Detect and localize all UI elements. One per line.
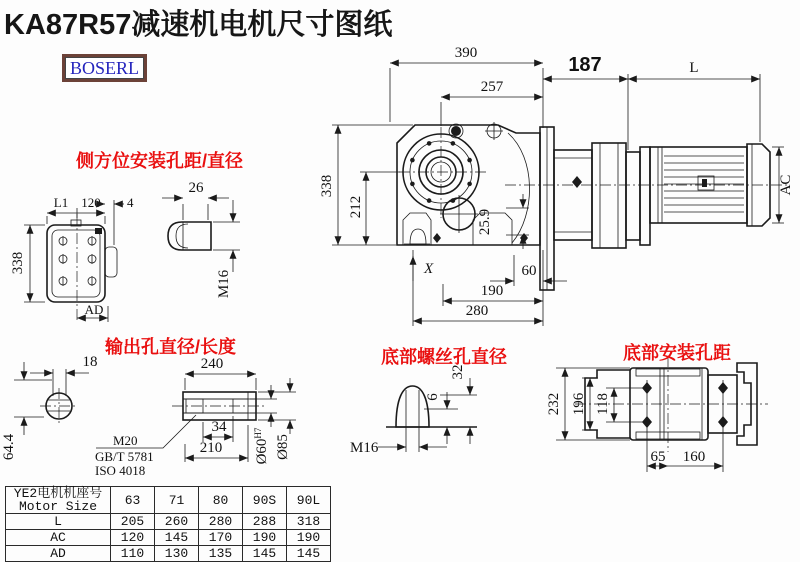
dim-257: 257 bbox=[480, 79, 504, 95]
dim-210: 210 bbox=[199, 440, 223, 456]
dim-25-9: 25.9 bbox=[477, 208, 493, 236]
dim-AD: AD bbox=[84, 302, 104, 317]
table-cell: 205 bbox=[111, 514, 155, 530]
table-cell: 145 bbox=[243, 546, 287, 562]
dim-187: 187 bbox=[568, 54, 602, 76]
dim-118: 118 bbox=[595, 393, 611, 415]
table-cell: 288 bbox=[243, 514, 287, 530]
row-label: AD bbox=[6, 546, 111, 562]
output-shaft-view bbox=[1, 354, 296, 478]
header-cn: YE2电机机座号 bbox=[13, 486, 103, 501]
dim-338-front: 338 bbox=[319, 174, 335, 198]
row-label: L bbox=[6, 514, 111, 530]
table-cell: 145 bbox=[287, 546, 331, 562]
col-header: 71 bbox=[155, 487, 199, 514]
label-side-mount: 侧方位安装孔距/直径 bbox=[76, 151, 244, 171]
front-view bbox=[397, 122, 540, 245]
col-header: 90L bbox=[287, 487, 331, 514]
dim-x: X bbox=[424, 261, 434, 277]
table-row bbox=[6, 530, 331, 546]
table-cell: 130 bbox=[155, 546, 199, 562]
dim-26: 26 bbox=[188, 180, 204, 196]
table-cell: 120 bbox=[111, 530, 155, 546]
dim-6: 6 bbox=[425, 393, 441, 401]
header-en: Motor Size bbox=[18, 499, 97, 514]
dim-18: 18 bbox=[82, 354, 98, 370]
table-header-cell bbox=[6, 487, 111, 514]
dim-m16-side: M16 bbox=[216, 269, 232, 299]
dim-338-side: 338 bbox=[10, 251, 26, 275]
dim-32: 32 bbox=[450, 364, 466, 380]
dim-outer-dia: Ø85 bbox=[275, 434, 291, 460]
col-header: 90S bbox=[243, 487, 287, 514]
dim-AC: AC bbox=[778, 174, 794, 196]
dim-bore-dia: $Ø60^{H7}$ bbox=[253, 427, 270, 465]
dim-L: L bbox=[689, 60, 699, 76]
dim-L1: L1 bbox=[53, 195, 69, 210]
label-bottom-screw: 底部螺丝孔直径 bbox=[381, 347, 507, 367]
label-bottom-mount: 底部安装孔距 bbox=[623, 343, 731, 363]
dim-4: 4 bbox=[127, 195, 134, 210]
row-label: AC bbox=[6, 530, 111, 546]
table-cell: 145 bbox=[155, 530, 199, 546]
col-header: 63 bbox=[111, 487, 155, 514]
table-cell: 170 bbox=[199, 530, 243, 546]
motor-size-table bbox=[5, 486, 331, 562]
dim-m20: M20 bbox=[113, 433, 138, 448]
label-output-hole: 输出孔直径/长度 bbox=[105, 337, 237, 357]
table-cell: 280 bbox=[199, 514, 243, 530]
table-header-row bbox=[6, 487, 331, 514]
dim-65: 65 bbox=[650, 449, 666, 465]
motor-view bbox=[505, 127, 788, 290]
table-cell: 190 bbox=[243, 530, 287, 546]
dim-34: 34 bbox=[211, 419, 227, 435]
brand-logo bbox=[62, 54, 147, 82]
table-cell: 260 bbox=[155, 514, 199, 530]
dim-60: 60 bbox=[521, 263, 537, 279]
bottom-mount-view bbox=[546, 356, 768, 472]
dim-160: 160 bbox=[682, 449, 706, 465]
side-view-holes bbox=[59, 236, 96, 286]
dim-m16-bottom: M16 bbox=[350, 440, 379, 456]
dim-212: 212 bbox=[348, 195, 364, 219]
dim-390: 390 bbox=[454, 45, 478, 61]
table-cell: 318 bbox=[287, 514, 331, 530]
dim-232: 232 bbox=[546, 392, 562, 416]
brand-logo-text: BOSERL bbox=[65, 57, 144, 79]
bottom-screw-view bbox=[350, 365, 477, 457]
table-row bbox=[6, 546, 331, 562]
table-cell: 135 bbox=[199, 546, 243, 562]
standard-gbt: GB/T 5781 bbox=[95, 449, 154, 464]
table-row bbox=[6, 514, 331, 530]
dim-64-4: 64.4 bbox=[1, 433, 17, 461]
dim-120: 120 bbox=[81, 195, 101, 210]
standard-iso: ISO 4018 bbox=[95, 463, 146, 478]
table-cell: 110 bbox=[111, 546, 155, 562]
page-title: KA87R57减速机电机尺寸图纸 bbox=[4, 9, 393, 41]
dim-190: 190 bbox=[480, 283, 504, 299]
dim-240: 240 bbox=[200, 356, 224, 372]
side-bolt-view bbox=[162, 180, 240, 298]
dim-280: 280 bbox=[465, 303, 489, 319]
dim-196: 196 bbox=[571, 392, 587, 416]
col-header: 80 bbox=[199, 487, 243, 514]
table-cell: 190 bbox=[287, 530, 331, 546]
side-view bbox=[10, 195, 134, 322]
